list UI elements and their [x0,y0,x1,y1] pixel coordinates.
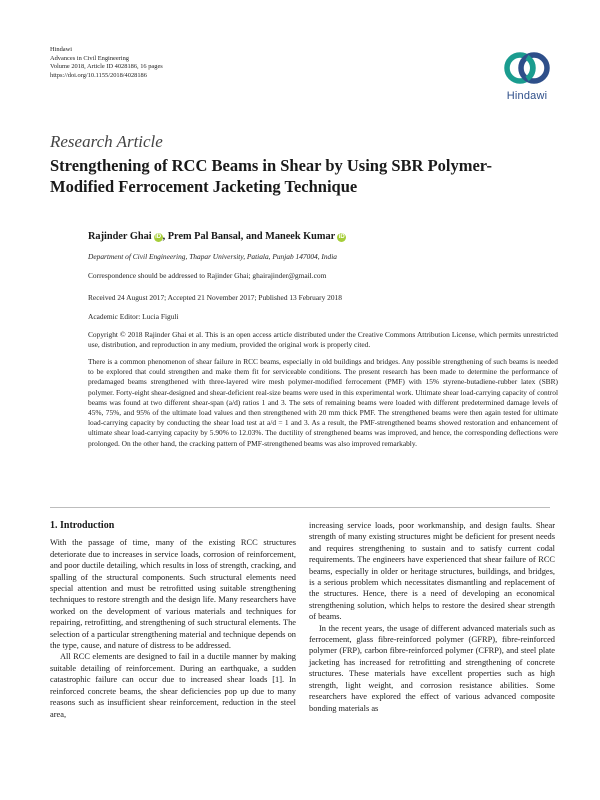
masthead [50,46,163,80]
hindawi-rings-icon [494,48,560,90]
section-heading: 1. Introduction [50,520,115,531]
body-column-right [309,520,555,714]
author-separator: , and [240,231,266,242]
correspondence: Correspondence should be addressed to Rajinder Ghai; ghairajinder@gmail.com [88,271,327,280]
logo-wordmark: Hindawi [506,90,548,102]
volume-info: Volume 2018, Article ID 4028186, 16 pages [50,63,163,71]
hindawi-logo [494,48,560,108]
paper-title: Strengthening of RCC Beams in Shear by Using SBR Polymer-Modified Ferrocement Jacketing Technique [50,156,493,196]
author-separator: , [162,231,168,242]
article-type: Research Article [50,132,163,151]
copyright-notice: Copyright © 2018 Rajinder Ghai et al. This is an open access article distributed under the Creative Commons Attribution License, which permits unrestricted use, distribution, and reproduction in any medium, provided the original work is properly cited. [88,330,558,349]
academic-editor: Academic Editor: Lucia Figuli [88,312,179,321]
body-column-left [50,520,296,720]
author-list [88,231,346,242]
body-paragraph: In the recent years, the usage of different advanced materials such as ferrocement, glass fibre-reinforced polymer (GFRP), fibre-reinforced polymer (FRP), carbon fibre-reinforced polymer (CFRP), and steel plate jacketing has increased for retrofitting and strengthening of concrete structures. These materials have excellent properties such as high strength, light weight, and corrosion resistance abilities. Some researchers have explored the effect of various advanced composite bonding materials as [309,623,555,713]
affiliation: Department of Civil Engineering, Thapar University, Patiala, Punjab 147004, India [88,252,338,261]
orcid-icon[interactable]: iD [338,234,345,240]
body-paragraph: With the passage of time, many of the existing RCC structures deteriorate due to increases in service loads, corrosion of reinforcement, and poor ductile detailing, which results in loss of strength, cracking, and spalling of the structural components. Such structural elements need special attention and must be retrofitted using suitable strengthening techniques to restore strength and the design life. Many researchers have worked on the development of various materials and techniques for repairing, retrofitting, and strengthening of such structural elements. The selection of a particular strengthening material and technique depends on the type, cause, and nature of distress to be addressed. [50,538,296,651]
publication-dates: Received 24 August 2017; Accepted 21 November 2017; Published 13 February 2018 [88,293,342,302]
doi-link[interactable]: https://doi.org/10.1155/2018/4028186 [50,71,147,79]
section-divider [50,507,550,508]
journal-name: Advances in Civil Engineering [50,54,129,62]
orcid-icon[interactable]: iD [155,234,162,240]
abstract: There is a common phenomenon of shear failure in RCC beams, especially in old buildings and bridges. Any possible strengthening of such beams is needed to be explored that could strengthen and make them fit for serviceable conditions. The present research has been made to determine the performance of predamaged beams strengthened with three-layered wire mesh polymer-modified ferrocement (PMF) with 15% styrene-butadiene-rubber latex (SBR) polymer. Forty-eight shear-designed and shear-deficient real-size beams were used in this experimental work. Ultimate shear load-carrying capacity of control beams was found at two different shear-span (a/d) ratios 1 and 3. The sets of remaining beams were loaded with different predetermined damage levels of 45%, 75%, and 95% of the ultimate load values and then strengthened with 20 mm thick PMF. The strengthened beams were then again tested for ultimate load-carrying capacity by conducting the shear load test at a/d = 1 and 3. As a result, the PMF-strengthened beams showed restoration and enhancement of ultimate shear load-carrying capacity by 5.90% to 12.03%. The ductility of strengthened beams was improved, and hence, the corresponding deflections were prolonged. On the other hand, the cracking pattern of PMF-strengthened beams was also improved remarkably. [88,357,558,448]
body-paragraph: increasing service loads, poor workmanship, and design faults. Shear strength of many existing structures might be deficient for present needs and requires strengthening to sustain and to satisfy current codal requirements. The engineers have experienced that shear failure of RCC beams, especially in older or heritage structures, buildings, and bridges, is a serious problem which necessitates dismantling and replacement of the structures. Hence, there is a need of developing an economical strengthening solution, which helps to restore the desired shear strength of beams. [309,521,555,622]
body-paragraph: All RCC elements are designed to fail in a ductile manner by making suitable detailing of reinforcement. During an earthquake, a sudden catastrophic failure can occur due to increased shear loads [1]. In reinforced concrete beams, the shear deficiencies pop up due to many reasons such as insufficient shear reinforcement, reduction in the steel area, [50,652,296,719]
author-name[interactable]: Maneek Kumar [265,231,336,242]
publisher-name: Hindawi [50,46,73,53]
author-name[interactable]: Prem Pal Bansal [167,231,241,242]
author-name[interactable]: Rajinder Ghai [88,231,152,242]
